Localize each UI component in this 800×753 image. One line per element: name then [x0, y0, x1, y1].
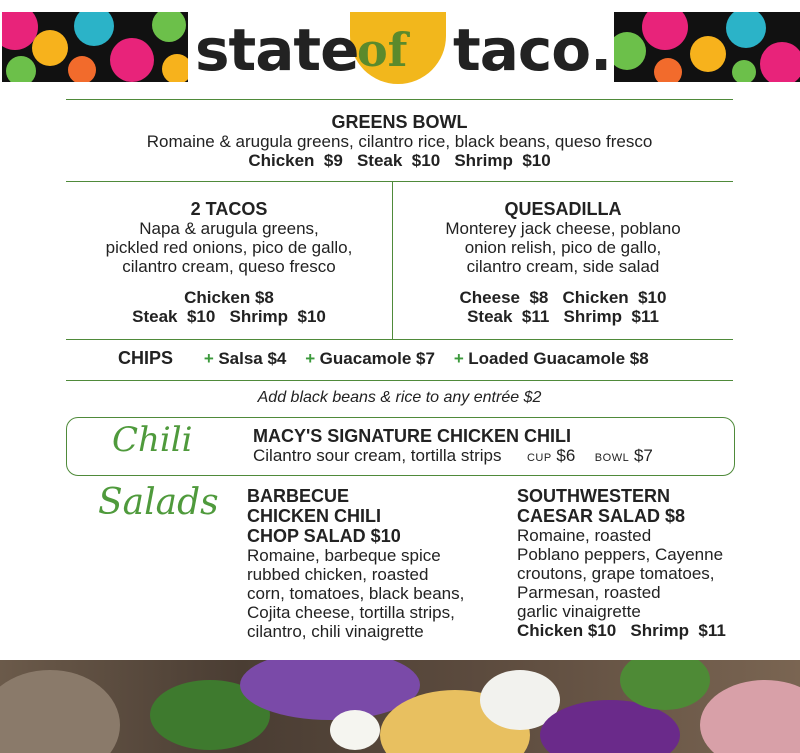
- greens-bowl-section: [66, 112, 733, 170]
- brand-logo: [195, 16, 612, 86]
- plus-icon: +: [305, 349, 316, 368]
- caesar-salad-title-line: SOUTHWESTERN: [517, 486, 670, 506]
- bbq-salad-desc-line: Cojita cheese, tortilla strips,: [247, 603, 455, 622]
- bbq-salad-title-line: BARBECUE: [247, 486, 350, 506]
- divider: [66, 99, 733, 100]
- chili-description: Cilantro sour cream, tortilla strips: [253, 446, 502, 465]
- chili-title: MACY'S SIGNATURE CHICKEN CHILI: [253, 426, 571, 446]
- quesadilla-title: QUESADILLA: [504, 199, 622, 219]
- caesar-salad-title-line: CAESAR SALAD $8: [517, 506, 686, 526]
- addon-note: Add black beans & rice to any entrée $2: [257, 389, 542, 406]
- greens-bowl-title: GREENS BOWL: [331, 112, 468, 132]
- tacos-title: 2 TACOS: [190, 199, 268, 219]
- tacos-desc-line: pickled red onions, pico de gallo,: [105, 238, 353, 257]
- tacos-section: [66, 199, 392, 326]
- caesar-salad: [517, 486, 787, 640]
- chips-section: [118, 348, 718, 369]
- bbq-salad-desc-line: cilantro, chili vinaigrette: [247, 622, 424, 641]
- plus-icon: +: [203, 349, 214, 368]
- caesar-salad-desc-line: Parmesan, roasted: [517, 583, 661, 602]
- chili-cup-price: $6: [556, 446, 576, 465]
- greens-bowl-prices: Chicken $9 Steak $10 Shrimp $10: [248, 151, 551, 170]
- folk-art-pattern-left: [2, 12, 188, 82]
- tacos-desc-line: Napa & arugula greens,: [139, 219, 319, 238]
- greens-bowl-description: Romaine & arugula greens, cilantro rice, black beans, queso fresco: [146, 132, 653, 151]
- caesar-salad-prices: Chicken $10 Shrimp $11: [517, 621, 726, 640]
- divider: [66, 380, 733, 381]
- quesadilla-section: [393, 199, 733, 326]
- taco-photo: [0, 660, 800, 753]
- chili-bowl-label: BOWL: [594, 452, 630, 464]
- tacos-price-line: Chicken $8: [184, 288, 274, 307]
- chips-option-guacamole: Guacamole $7: [319, 349, 435, 368]
- logo-word-taco: taco.: [453, 16, 612, 84]
- bbq-salad-title-line: CHICKEN CHILI: [247, 506, 381, 526]
- tacos-desc-line: cilantro cream, queso fresco: [122, 257, 336, 276]
- logo-word-of: of: [357, 23, 408, 77]
- divider: [66, 339, 733, 340]
- chips-option-loaded-guacamole: Loaded Guacamole $8: [468, 349, 649, 368]
- bbq-salad: [247, 486, 497, 641]
- quesadilla-desc-line: cilantro cream, side salad: [466, 257, 660, 276]
- salads-section-title: Salads: [98, 482, 219, 523]
- caesar-salad-desc-line: Romaine, roasted: [517, 526, 652, 545]
- quesadilla-desc-line: onion relish, pico de gallo,: [464, 238, 662, 257]
- divider: [66, 181, 733, 182]
- quesadilla-price-line: Steak $11 Shrimp $11: [467, 307, 659, 326]
- chili-cup-label: CUP: [526, 452, 552, 464]
- caesar-salad-desc-line: Poblano peppers, Cayenne: [517, 545, 724, 564]
- bbq-salad-title-line: CHOP SALAD $10: [247, 526, 401, 546]
- folk-art-pattern-right: [614, 12, 800, 82]
- caesar-salad-desc-line: croutons, grape tomatoes,: [517, 564, 715, 583]
- chips-title: CHIPS: [118, 348, 174, 368]
- quesadilla-price-line: Cheese $8 Chicken $10: [459, 288, 667, 307]
- quesadilla-desc-line: Monterey jack cheese, poblano: [445, 219, 681, 238]
- chili-item: [253, 426, 723, 468]
- bbq-salad-desc-line: Romaine, barbeque spice: [247, 546, 441, 565]
- logo-word-state: state: [195, 16, 359, 84]
- plus-icon: +: [453, 349, 464, 368]
- chili-section-title: Chili: [112, 420, 193, 460]
- chili-bowl-price: $7: [633, 446, 653, 465]
- bbq-salad-desc-line: corn, tomatoes, black beans,: [247, 584, 465, 603]
- bbq-salad-desc-line: rubbed chicken, roasted: [247, 565, 429, 584]
- tacos-price-line: Steak $10 Shrimp $10: [132, 307, 326, 326]
- chips-option-salsa: Salsa $4: [218, 349, 287, 368]
- caesar-salad-desc-line: garlic vinaigrette: [517, 602, 641, 621]
